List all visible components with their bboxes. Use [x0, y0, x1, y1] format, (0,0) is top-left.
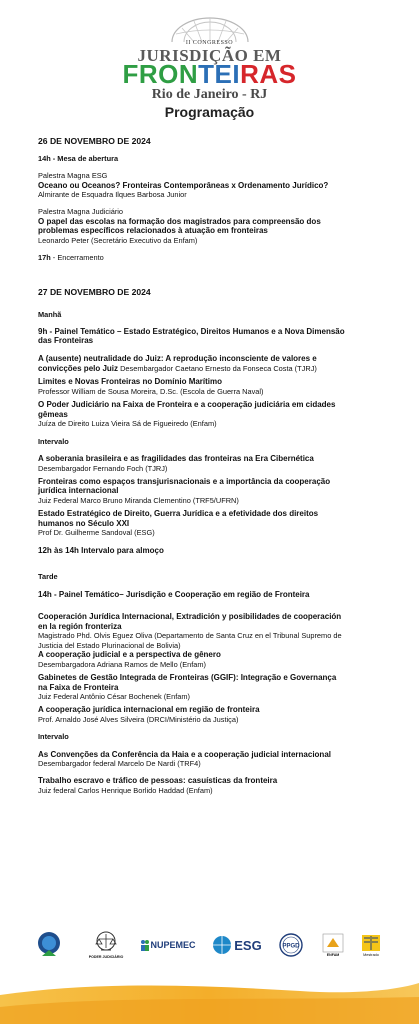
a1-speaker-l1: Magistrado Phd. Olvis Eguez Oliva (Departamento de Santa Cruz en el Tribunal Supremo de: [38, 631, 342, 641]
afternoon-label: Tarde: [38, 572, 58, 582]
ppgd-seal-icon: [279, 933, 303, 957]
panel1-l2: das Fronteiras: [38, 336, 94, 346]
talk2-speaker: Leonardo Peter (Secretário Executivo da Enfam): [38, 235, 198, 245]
m3-title-l1: O Poder Judiciário na Faixa de Fronteira e a cooperação judiciária em cidades: [38, 400, 336, 410]
m1-title-l2: [38, 364, 400, 374]
m4-title: A soberania brasileira e as fragilidades das fronteiras na Era Cibernética: [38, 453, 314, 463]
talk2-title-l1: O papel das escolas na formação dos magistrados para compreensão dos: [38, 216, 321, 226]
enfam-emblem-icon: [322, 933, 344, 953]
m6-title-l2: humanos no Século XXI: [38, 518, 130, 528]
a5-speaker: Desembargador federal Marcelo De Nardi (TRF4): [38, 759, 201, 769]
a2-title: A cooperação judicial e a perspectiva de gênero: [38, 650, 221, 660]
enfam-logo: [320, 928, 346, 962]
morning-label: Manhã: [38, 309, 62, 319]
day1-closing: [38, 253, 400, 262]
a1-title-l1: Cooperación Jurídica Internacional, Extradición y posibilidades de cooperación: [38, 612, 342, 622]
ppgd-logo: [278, 928, 304, 962]
poder-judiciario-text: PODER JUDICIÁRIO: [88, 955, 124, 959]
a4-title: A cooperação jurídica internacional em região de fronteira: [38, 705, 260, 715]
closing-label: - Encerramento: [50, 253, 104, 263]
a3-speaker: Juiz Federal Antônio César Bochenek (Enfam): [38, 692, 190, 702]
nupemec-logo: [140, 928, 196, 962]
a1-speaker-l2: Justicia del Estado Plurinacional de Bolivia): [38, 640, 181, 650]
m3-title-l2: gêmeas: [38, 409, 68, 419]
emerj-logo-icon: [36, 928, 62, 962]
decorative-wave: [0, 975, 419, 1024]
m2-title: Limites e Novas Fronteiras no Domínio Marítimo: [38, 377, 223, 387]
esg-logo: [208, 928, 266, 962]
m3-speaker: Juíza de Direito Luiza Vieira Sá de Figueiredo (Enfam): [38, 419, 217, 429]
panel2: 14h - Painel Temático– Jurisdição e Cooperação em região de Fronteira: [38, 589, 310, 599]
m4-speaker: Desembargador Fernando Foch (TJRJ): [38, 463, 168, 473]
m1-title-l1: A (ausente) neutralidade do Juiz: A reprodução inconsciente de valores e: [38, 354, 317, 364]
esg-text: ESG: [234, 937, 262, 953]
m5-title-l1: Fronteiras como espaços transjurisnacionais e a importância da cooperação: [38, 476, 331, 486]
m6-title-l1: Estado Estratégico de Direito, Guerra Jurídica e a efetividade dos direitos: [38, 509, 319, 519]
mestrado-logo: [358, 928, 384, 962]
poder-judiciario-logo: [82, 928, 130, 962]
talk2-label: Palestra Magna Judiciário: [38, 207, 124, 217]
scales-icon: [92, 931, 120, 955]
talk2-title-l2: problemas específicos relacionados à atuação em fronteiras: [38, 226, 268, 236]
people-icon: [140, 939, 150, 951]
location: Rio de Janeiro - RJ: [151, 87, 268, 102]
talk1-speaker: Almirante de Esquadra Ilques Barbosa Junior: [38, 190, 187, 200]
a3-title-l1: Gabinetes de Gestão Integrada de Fronteiras (GGIF): Integração e Governança: [38, 672, 337, 682]
title-fragment-blue: TEI: [198, 59, 241, 89]
a1-title-l2: en la región fronteriza: [38, 621, 122, 631]
a4-speaker: Prof. Arnaldo José Alves Silveira (DRCI/Ministério da Justiça): [38, 715, 239, 724]
title-line-1: JURISDIÇÃO EM: [137, 46, 282, 65]
a5-title: As Convenções da Conferência da Haia e a cooperação judicial internacional: [38, 749, 331, 759]
ppgd-text: PPGD: [282, 943, 300, 950]
congress-label: II CONGRESSO: [185, 40, 234, 46]
page-title: Programação: [164, 104, 255, 120]
interval1: Intervalo: [38, 436, 69, 446]
a6-speaker: Juiz federal Carlos Henrique Borlido Haddad (Enfam): [38, 786, 213, 796]
nupemec-text: NUPEMEC: [150, 940, 196, 950]
day1-date: 26 DE NOVEMBRO DE 2024: [38, 136, 151, 146]
day2-date: 27 DE NOVEMBRO DE 2024: [38, 286, 151, 297]
panel1-l1: 9h - Painel Temático – Estado Estratégico, Direitos Humanos e a Nova Dimensão: [38, 326, 345, 336]
m2-speaker: Professor William de Sousa Moreira, D.Sc. (Escola de Guerra Naval): [38, 386, 264, 396]
talk1-title: Oceano ou Oceanos? Fronteiras Contemporâneas x Ordenamento Jurídico?: [38, 180, 329, 190]
a6-title: Trabalho escravo e tráfico de pessoas: casuísticas da fronteira: [38, 776, 278, 786]
mestrado-text: Mestrado: [363, 953, 379, 957]
event-header: [0, 0, 419, 130]
m5-speaker: Juiz Federal Marco Bruno Miranda Clementino (TRF5/UFRN): [38, 495, 239, 505]
title-fragment-red: RAS: [240, 59, 297, 89]
talk1-label: Palestra Magna ESG: [38, 171, 108, 181]
a3-title-l2: na Faixa de Fronteira: [38, 682, 119, 692]
globe-logo-icon: [168, 16, 252, 42]
partner-logos: [30, 928, 390, 964]
enfam-text: ENFAM: [326, 953, 340, 957]
esg-globe-icon: [212, 935, 232, 955]
lunch-break: 12h às 14h Intervalo para almoço: [38, 545, 164, 555]
m1-speaker: Desembargador Caetano Ernesto da Fonseca Costa (TJRJ): [118, 363, 317, 373]
interval2: Intervalo: [38, 732, 69, 742]
title-fragment-green: FRON: [122, 59, 199, 89]
book-icon: [360, 933, 382, 953]
m6-speaker: Prof Dr. Guilherme Sandoval (ESG): [38, 528, 155, 538]
day1-opening: 14h - Mesa de abertura: [38, 154, 119, 163]
title-line-2: [0, 60, 419, 88]
closing-time: 17h: [38, 253, 51, 263]
m1-title-l2-text: convicções pelo Juiz: [38, 363, 119, 373]
a2-speaker: Desembargadora Adriana Ramos de Mello (Enfam): [38, 659, 207, 669]
m5-title-l2: jurídica internacional: [38, 486, 119, 496]
program-content: [38, 136, 400, 795]
